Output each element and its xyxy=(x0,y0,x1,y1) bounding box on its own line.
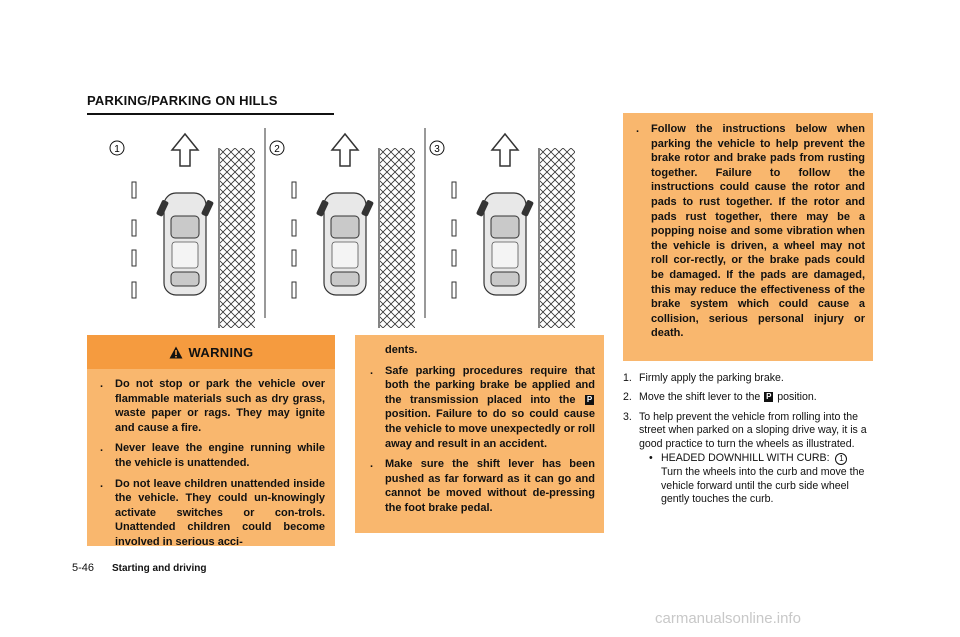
warning-header xyxy=(87,335,335,369)
instruction-substep-desc: Turn the wheels into the curb and move the vehicle forward until the curb side wheel gently touches the curb. xyxy=(661,466,865,506)
instruction-substep: • HEADED DOWNHILL WITH CURB: 1 xyxy=(639,452,878,465)
svg-text:2: 2 xyxy=(274,144,280,155)
warning-item: . Do not leave children unattended inside the vehicle. They could un-knowingly activate switches or con-trols. Unattended children could become involved in serious acci- xyxy=(100,477,325,548)
warning-item: . Safe parking procedures require that both the parking brake be applied and the transmission placed into the P position. Failure to do so could cause the vehicle to move unexpectedly or roll away and result in an accident. xyxy=(370,364,595,450)
warning-box-col2 xyxy=(355,335,604,533)
warning-item: . Make sure the shift lever has been pushed as far forward as it can go and cannot be moved without de-pressing the foot brake pedal. xyxy=(370,458,595,514)
parking-instructions xyxy=(623,372,878,513)
warning-continuation: dents. xyxy=(385,344,418,356)
page-number: 5-46 xyxy=(72,562,95,574)
footer-chapter-title: Starting and driving xyxy=(112,563,207,574)
warning-box-col3 xyxy=(623,113,873,361)
park-position-icon: P xyxy=(766,392,772,402)
park-position-icon: P xyxy=(586,394,593,404)
figure-label-1 xyxy=(110,141,124,155)
section-title: PARKING/PARKING ON HILLS xyxy=(87,93,278,108)
reference-number-icon: 1 xyxy=(835,453,847,465)
parking-illustration xyxy=(87,128,607,328)
warning-triangle-icon xyxy=(169,346,183,359)
svg-text:1: 1 xyxy=(114,144,120,155)
warning-item: . Do not stop or park the vehicle over flammable materials such as dry grass, waste paper or rags. They may ignite and cause a fire. xyxy=(100,378,325,434)
figure-label-3 xyxy=(430,141,444,155)
warning-title: WARNING xyxy=(188,344,254,360)
warning-item: . Follow the instructions below when parking the vehicle to help prevent the brake rotor and brake pads from rusting together. Failure to follow the instructions could cause the rotor and pads to rust together. If the rotor and pads rust together, there may be a popping noise and some vibration when the vehicle is driven, a wheel may not roll cor-rectly, or the brake pads could be damaged. If the pads are damaged, this may reduce the effectiveness of the brake system which could cause a collision, serious personal injury or death. xyxy=(636,123,865,340)
watermark: carmanualsonline.info xyxy=(655,610,801,627)
section-rule xyxy=(87,113,334,115)
warning-box-col1 xyxy=(87,335,335,546)
instruction-step-1: 1. Firmly apply the parking brake. xyxy=(623,372,784,384)
figure-label-2 xyxy=(270,141,284,155)
warning-item: . Never leave the engine running while the vehicle is unattended. xyxy=(100,442,325,469)
instruction-step-2: 2. Move the shift lever to the P position. xyxy=(623,391,817,404)
svg-text:3: 3 xyxy=(434,144,440,155)
instruction-step-3: 3. To help prevent the vehicle from rolling into the street when parked on a sloping drive way, it is a good practice to turn the wheels as illustrated. • HEADED DOWNHILL WITH CURB: 1 Turn the wheels into the curb and move the vehicle forward until the curb side wheel gently touches the curb. xyxy=(623,411,878,507)
